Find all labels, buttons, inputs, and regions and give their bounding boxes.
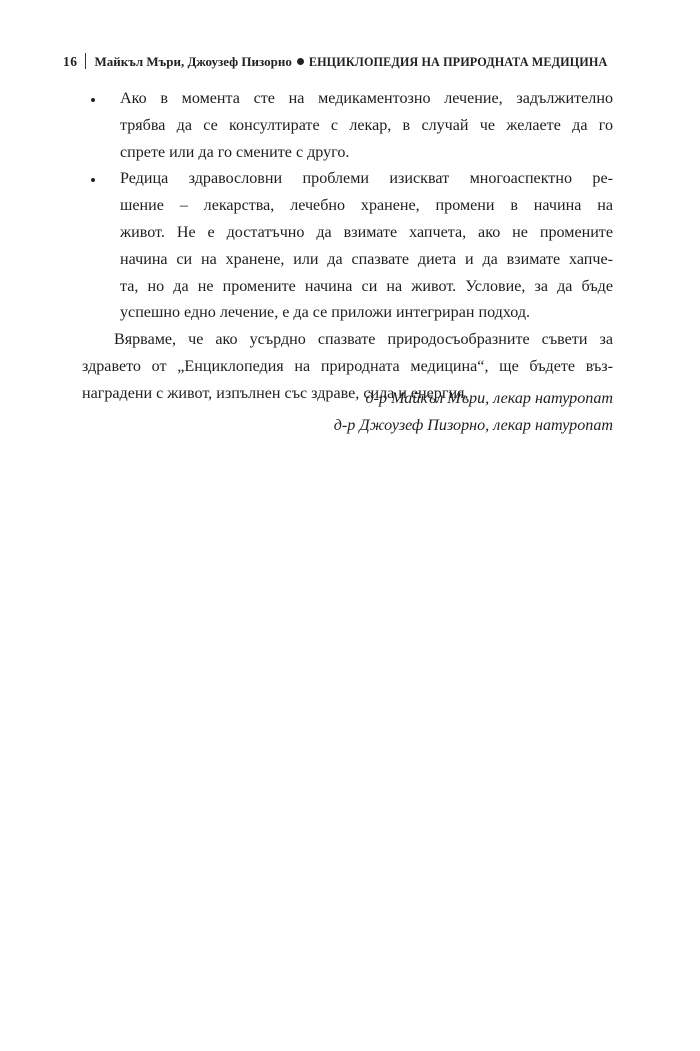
header-authors: Майкъл Мъри, Джоузеф Пизорно xyxy=(94,54,292,69)
page-number: 16 xyxy=(63,54,78,69)
text-line: Редица здравословни проблеми изискват многоаспектно ре- xyxy=(120,170,613,188)
header-book-title: ЕНЦИКЛОПЕДИЯ НА ПРИРОДНАТА МЕДИЦИНА xyxy=(308,55,608,69)
body-text xyxy=(82,86,613,408)
signatures xyxy=(334,386,613,439)
text-line: Вярваме, че ако усърдно спазвате природосъобразните съвети за xyxy=(114,331,613,349)
header-separator xyxy=(85,53,86,69)
text-line: живот. Не е достатъчно да взимате хапчета, ако не промените xyxy=(120,223,613,241)
bullet-item-medication xyxy=(88,86,613,166)
running-header xyxy=(63,52,613,72)
text-line: та, но да не промените начина си на живот. Условие, за да бъде xyxy=(120,277,613,295)
text-line: успешно едно лечение, е да се приложи интегриран подход. xyxy=(120,304,531,322)
text-line: наградени с живот, изпълнен със здраве, сила и енергия. xyxy=(82,384,469,402)
text-line: начина си на хранене, или да спазвате диета и да взимате хапче- xyxy=(120,250,613,268)
text-line: Ако в момента сте на медикаментозно лечение, задължително xyxy=(120,90,613,107)
bullet-item-integrated-approach xyxy=(88,166,613,327)
text-line: спрете или да го смените с друго. xyxy=(120,143,350,161)
text-line: здравето от „Енциклопедия на природната медицина“, ще бъдете въз- xyxy=(82,357,613,375)
text-line: трябва да се консултирате с лекар, в случай че желаете да го xyxy=(120,116,613,134)
signature-murray: д-р Майкъл Мъри, лекар натуропат xyxy=(365,390,613,407)
signature-pizzorno: д-р Джоузеф Пизорно, лекар натуропат xyxy=(333,416,613,434)
header-bullet-dot xyxy=(297,58,304,65)
text-line: шение – лекарства, лечебно хранене, промени в начина на xyxy=(120,197,613,215)
bullet-point xyxy=(91,98,95,102)
bullet-point xyxy=(91,178,95,182)
